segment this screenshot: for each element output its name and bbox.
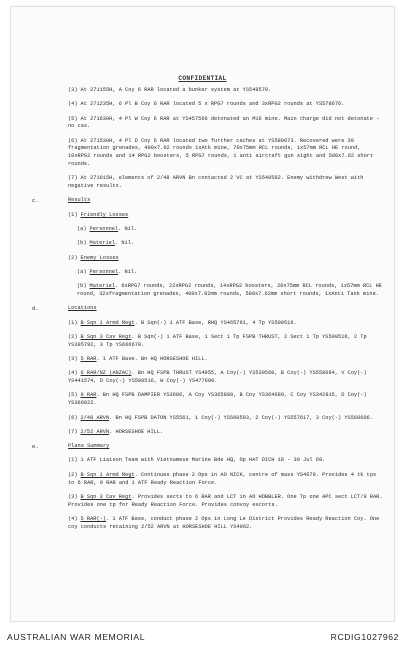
paragraph bbox=[68, 255, 383, 263]
para-number: (2) bbox=[68, 254, 78, 261]
paragraph bbox=[68, 429, 383, 437]
item-label: Materiel bbox=[89, 283, 115, 290]
para-number: (b) bbox=[77, 283, 87, 290]
para-text: . HORSESHOE HILL. bbox=[109, 428, 164, 435]
para-text: . 1 ATF Base, conduct phase 2 Ops in Long Le District Provides Ready Reaction Coy. One coy conducts retaining 2/52 ARVN at HORSESHOE HILL YS4962. bbox=[68, 515, 380, 530]
paragraph bbox=[68, 370, 383, 386]
para-number: (1) bbox=[68, 457, 78, 464]
item-label: 6 RAR/NZ (ANZAC) bbox=[80, 370, 132, 377]
para-number: (1) bbox=[68, 319, 78, 326]
para-text: 1 ATF Liaison Team with Vietnamese Marine Bde HQ, Op HAT DICH 18 - 30 Jul 69. bbox=[80, 457, 326, 464]
para-number: (4) bbox=[68, 515, 78, 522]
para-number: (a) bbox=[77, 268, 87, 275]
para-text: . Nil. bbox=[118, 226, 138, 233]
paragraph bbox=[68, 212, 383, 220]
item-label: Personnel bbox=[89, 268, 119, 275]
document-page bbox=[10, 6, 395, 622]
para-number: (b) bbox=[77, 240, 87, 247]
item-label: Personnel bbox=[89, 226, 119, 233]
item-label: Materiel bbox=[89, 240, 115, 247]
paragraph bbox=[68, 87, 383, 95]
paragraph bbox=[68, 472, 383, 488]
paragraph bbox=[68, 494, 383, 510]
para-text: . Nil. bbox=[114, 240, 135, 247]
para-text: . 6xRPG7 rounds, 22xRPG2 rounds, 14xRPG2 boosters, 20x75mm RCL rounds, 1x57mm RCL HE round, 32xfragmentation grenades, 400x7.92mm rounds, 580x7.62mm short rounds, 1xAnti Tank mine. bbox=[77, 283, 382, 298]
para-text: . Bn HQ FSPB DAMPIER YS3686, A Coy YS365808, B Coy YS364689, C Coy YS342815, D Coy(-) YS366822. bbox=[68, 392, 367, 407]
document-body bbox=[32, 87, 383, 538]
item-label: B Sqn 3 Cav Regt bbox=[80, 493, 132, 500]
para-number: (1) bbox=[68, 211, 78, 218]
item-label: B Sqn 3 Cav Regt bbox=[80, 333, 132, 340]
section-letter: e. bbox=[32, 443, 39, 451]
para-text: . Bn HQ FSPB DATON YS5561, 1 Coy(-) YS560593, 2 Coy(-) YS557617, 3 Coy(-) YS560606. bbox=[109, 414, 373, 421]
para-text: At 271155H, A Coy 6 RAR located a bunker system at YS549570. bbox=[80, 87, 272, 93]
section-letter: d. bbox=[32, 305, 39, 313]
paragraph bbox=[68, 356, 383, 364]
item-label: 5 RAR(-) bbox=[80, 515, 106, 522]
item-label: 5 RAR bbox=[80, 356, 97, 363]
para-number: (7) bbox=[68, 175, 78, 182]
paragraph bbox=[77, 269, 383, 277]
para-text: . Bn HQ FSPB THRUST YS4955, A Coy(-) YS530560, B Coy(-) YS558684, V Coy(-) YS441574, D Coy(-) YS500516, W Coy(-) YS477600. bbox=[68, 370, 367, 385]
para-text: At 271615H, elements of 2/48 ARVN Bn contacted 2 VC at YS540582. Enemy withdrew West with negative results. bbox=[68, 175, 364, 190]
paragraph bbox=[68, 116, 383, 132]
para-text: . B Sqn(-) 1 ATF Base, RHQ YS465791, 4 Tp YS500516. bbox=[134, 319, 297, 326]
section-plans-summary bbox=[32, 443, 383, 451]
para-text: . B Sqn(-) 1 ATF Base, 1 Sect 1 Tp FSPB THRUST, 2 Sect 1 Tp YS500516, 2 Tp YS395792, 3 Tp YS666670. bbox=[68, 333, 367, 348]
para-number: (3) bbox=[68, 356, 78, 363]
paragraph bbox=[68, 457, 383, 465]
para-number: (2) bbox=[68, 471, 78, 478]
para-number: (3) bbox=[68, 87, 78, 93]
section-title: Locations bbox=[68, 305, 97, 312]
paragraph bbox=[68, 138, 383, 169]
paragraph bbox=[68, 101, 383, 109]
subsection-title: Friendly Losses bbox=[80, 211, 129, 218]
para-number: (2) bbox=[68, 333, 78, 340]
para-text: At 271235H, 6 Pl B Coy 6 RAR located 5 x RPG7 rounds and 3xRPG2 rounds at YS578676. bbox=[80, 101, 345, 108]
paragraph bbox=[77, 283, 383, 299]
subsection-title: Enemy Losses bbox=[80, 254, 119, 261]
para-number: (4) bbox=[68, 370, 78, 377]
archive-record-id: RCDIG1027962 bbox=[330, 632, 399, 642]
para-text: . 1 ATF Base. Bn HQ HORSESHOE HILL. bbox=[96, 356, 208, 363]
para-number: (6) bbox=[68, 137, 78, 144]
para-number: (5) bbox=[68, 392, 78, 399]
classification-heading: CONFIDENTIAL bbox=[178, 75, 227, 82]
section-locations bbox=[32, 305, 383, 313]
para-text: . Nil. bbox=[118, 268, 138, 275]
para-number: (4) bbox=[68, 101, 78, 108]
para-text: . Continues phase 2 Ops in AO NICK, centre of mass YS4679. Provides 4 tk tps to 6 RAR, 9 RAR and 1 ATF Ready Reaction Force. bbox=[68, 471, 377, 486]
paragraph bbox=[68, 175, 383, 191]
paragraph bbox=[68, 392, 383, 408]
item-label: B Sqn 1 Armd Regt bbox=[80, 319, 135, 326]
item-label: 2/52 ARVN bbox=[80, 428, 110, 435]
para-text: At 271530H, 4 Pl D Coy 6 RAR located two further caches at YS580673. Recovered were 30 fragmentation grenades, 400x7.92 rounds 1xAtk mine, 70x75mm RCL rounds, 1x57mm RCL HE round, 10xRPG2 rounds and 14 RPG2 boosters, 5 RPG7 rounds, 1 anti aircraft gun sight and 580x7.62 short rounds. bbox=[68, 137, 374, 168]
para-text: . Provides sects to 6 RAR and LCT in AO HOBBLER. One Tp one APC sect LCT/9 RAR. Provides one tp for Ready Reaction Force. Provides convoy escorts. bbox=[68, 493, 383, 508]
para-number: (a) bbox=[77, 226, 87, 233]
para-text: At 271630H, 4 Pl W Coy 6 RAR at YS457566 detonated an M16 mine. Main charge did not detonate - no cas. bbox=[68, 115, 380, 130]
paragraph bbox=[77, 226, 383, 234]
para-number: (6) bbox=[68, 414, 78, 421]
section-title: Plans Summary bbox=[68, 443, 110, 450]
para-number: (3) bbox=[68, 493, 78, 500]
item-label: B Sqn 1 Armd Regt bbox=[80, 471, 135, 478]
item-label: 9 RAR bbox=[80, 392, 97, 399]
section-results bbox=[32, 197, 383, 205]
paragraph bbox=[68, 415, 383, 423]
paragraph bbox=[77, 240, 383, 248]
archive-source-label: AUSTRALIAN WAR MEMORIAL bbox=[7, 632, 146, 642]
section-letter: c. bbox=[32, 197, 39, 205]
section-title: Results bbox=[68, 197, 91, 204]
paragraph bbox=[68, 320, 383, 328]
para-number: (7) bbox=[68, 428, 78, 435]
para-number: (5) bbox=[68, 115, 78, 122]
item-label: 2/48 ARVN bbox=[80, 414, 110, 421]
paragraph bbox=[68, 516, 383, 532]
paragraph bbox=[68, 334, 383, 350]
archive-footer bbox=[0, 622, 407, 654]
